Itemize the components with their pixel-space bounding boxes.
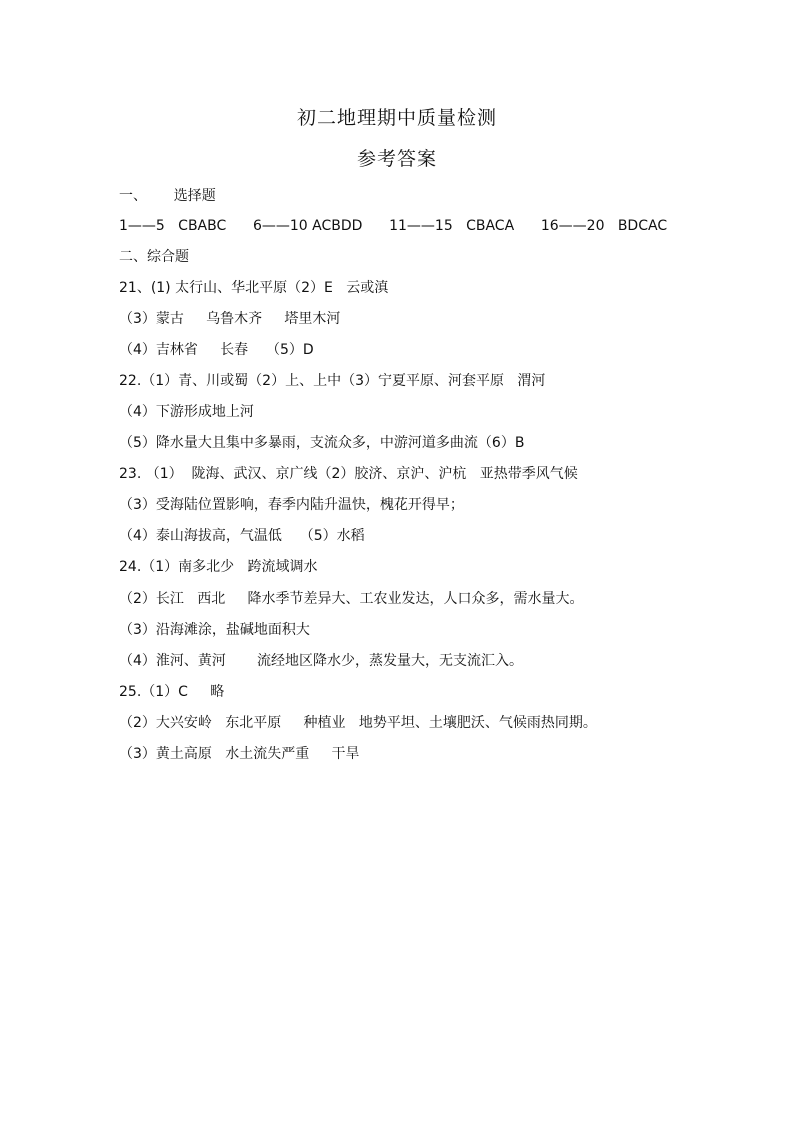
answer-line-21-1: 21、(1) 太行山、华北平原（2）E 云或滇 xyxy=(119,280,389,296)
answer-line-24-3: （3）沿海滩涂，盐碱地面积大 xyxy=(119,622,310,638)
answer-line-24-4: （4）淮河、黄河 流经地区降水少，蒸发量大，无支流汇入。 xyxy=(119,653,524,669)
answer-line-23-4: （4）泰山海拔高，气温低 （5）水稻 xyxy=(119,528,365,544)
answer-line-21-3: （3）蒙古 乌鲁木齐 塔里木河 xyxy=(119,311,341,327)
document-subtitle: 参考答案 xyxy=(356,148,437,170)
answer-line-21-4: （4）吉林省 长春 （5）D xyxy=(119,342,314,358)
answer-line-22-1: 22.（1）青、川或蜀（2）上、上中（3）宁夏平原、河套平原 渭河 xyxy=(119,373,546,389)
answer-line-22-4: （4）下游形成地上河 xyxy=(119,404,254,420)
answer-line-23-3: （3）受海陆位置影响，春季内陆升温快，槐花开得早； xyxy=(119,497,464,513)
answer-line-25-3: （3）黄土高原 水土流失严重 干旱 xyxy=(119,746,360,762)
answer-line-23-1: 23. （1） 陇海、武汉、京广线（2）胶济、京沪、沪杭 亚热带季风气候 xyxy=(119,466,578,482)
section-heading-choice: 一、 选择题 xyxy=(119,188,216,204)
document-title: 初二地理期中质量检测 xyxy=(296,107,497,129)
section-heading-comprehensive: 二、综合题 xyxy=(119,249,189,265)
answer-line-24-2: （2）长江 西北 降水季节差异大、工农业发达，人口众多，需水量大。 xyxy=(119,591,584,607)
answer-line-24-1: 24.（1）南多北少 跨流域调水 xyxy=(119,559,318,575)
answer-line-25-1: 25.（1）C 略 xyxy=(119,684,225,700)
choice-answers-line: 1——5 CBABC 6——10 ACBDD 11——15 CBACA 16——20 BDCAC xyxy=(119,218,668,234)
answer-line-22-5: （5）降水量大且集中多暴雨，支流众多，中游河道多曲流（6）B xyxy=(119,435,525,451)
answer-line-25-2: （2）大兴安岭 东北平原 种植业 地势平坦、土壤肥沃、气候雨热同期。 xyxy=(119,715,597,731)
